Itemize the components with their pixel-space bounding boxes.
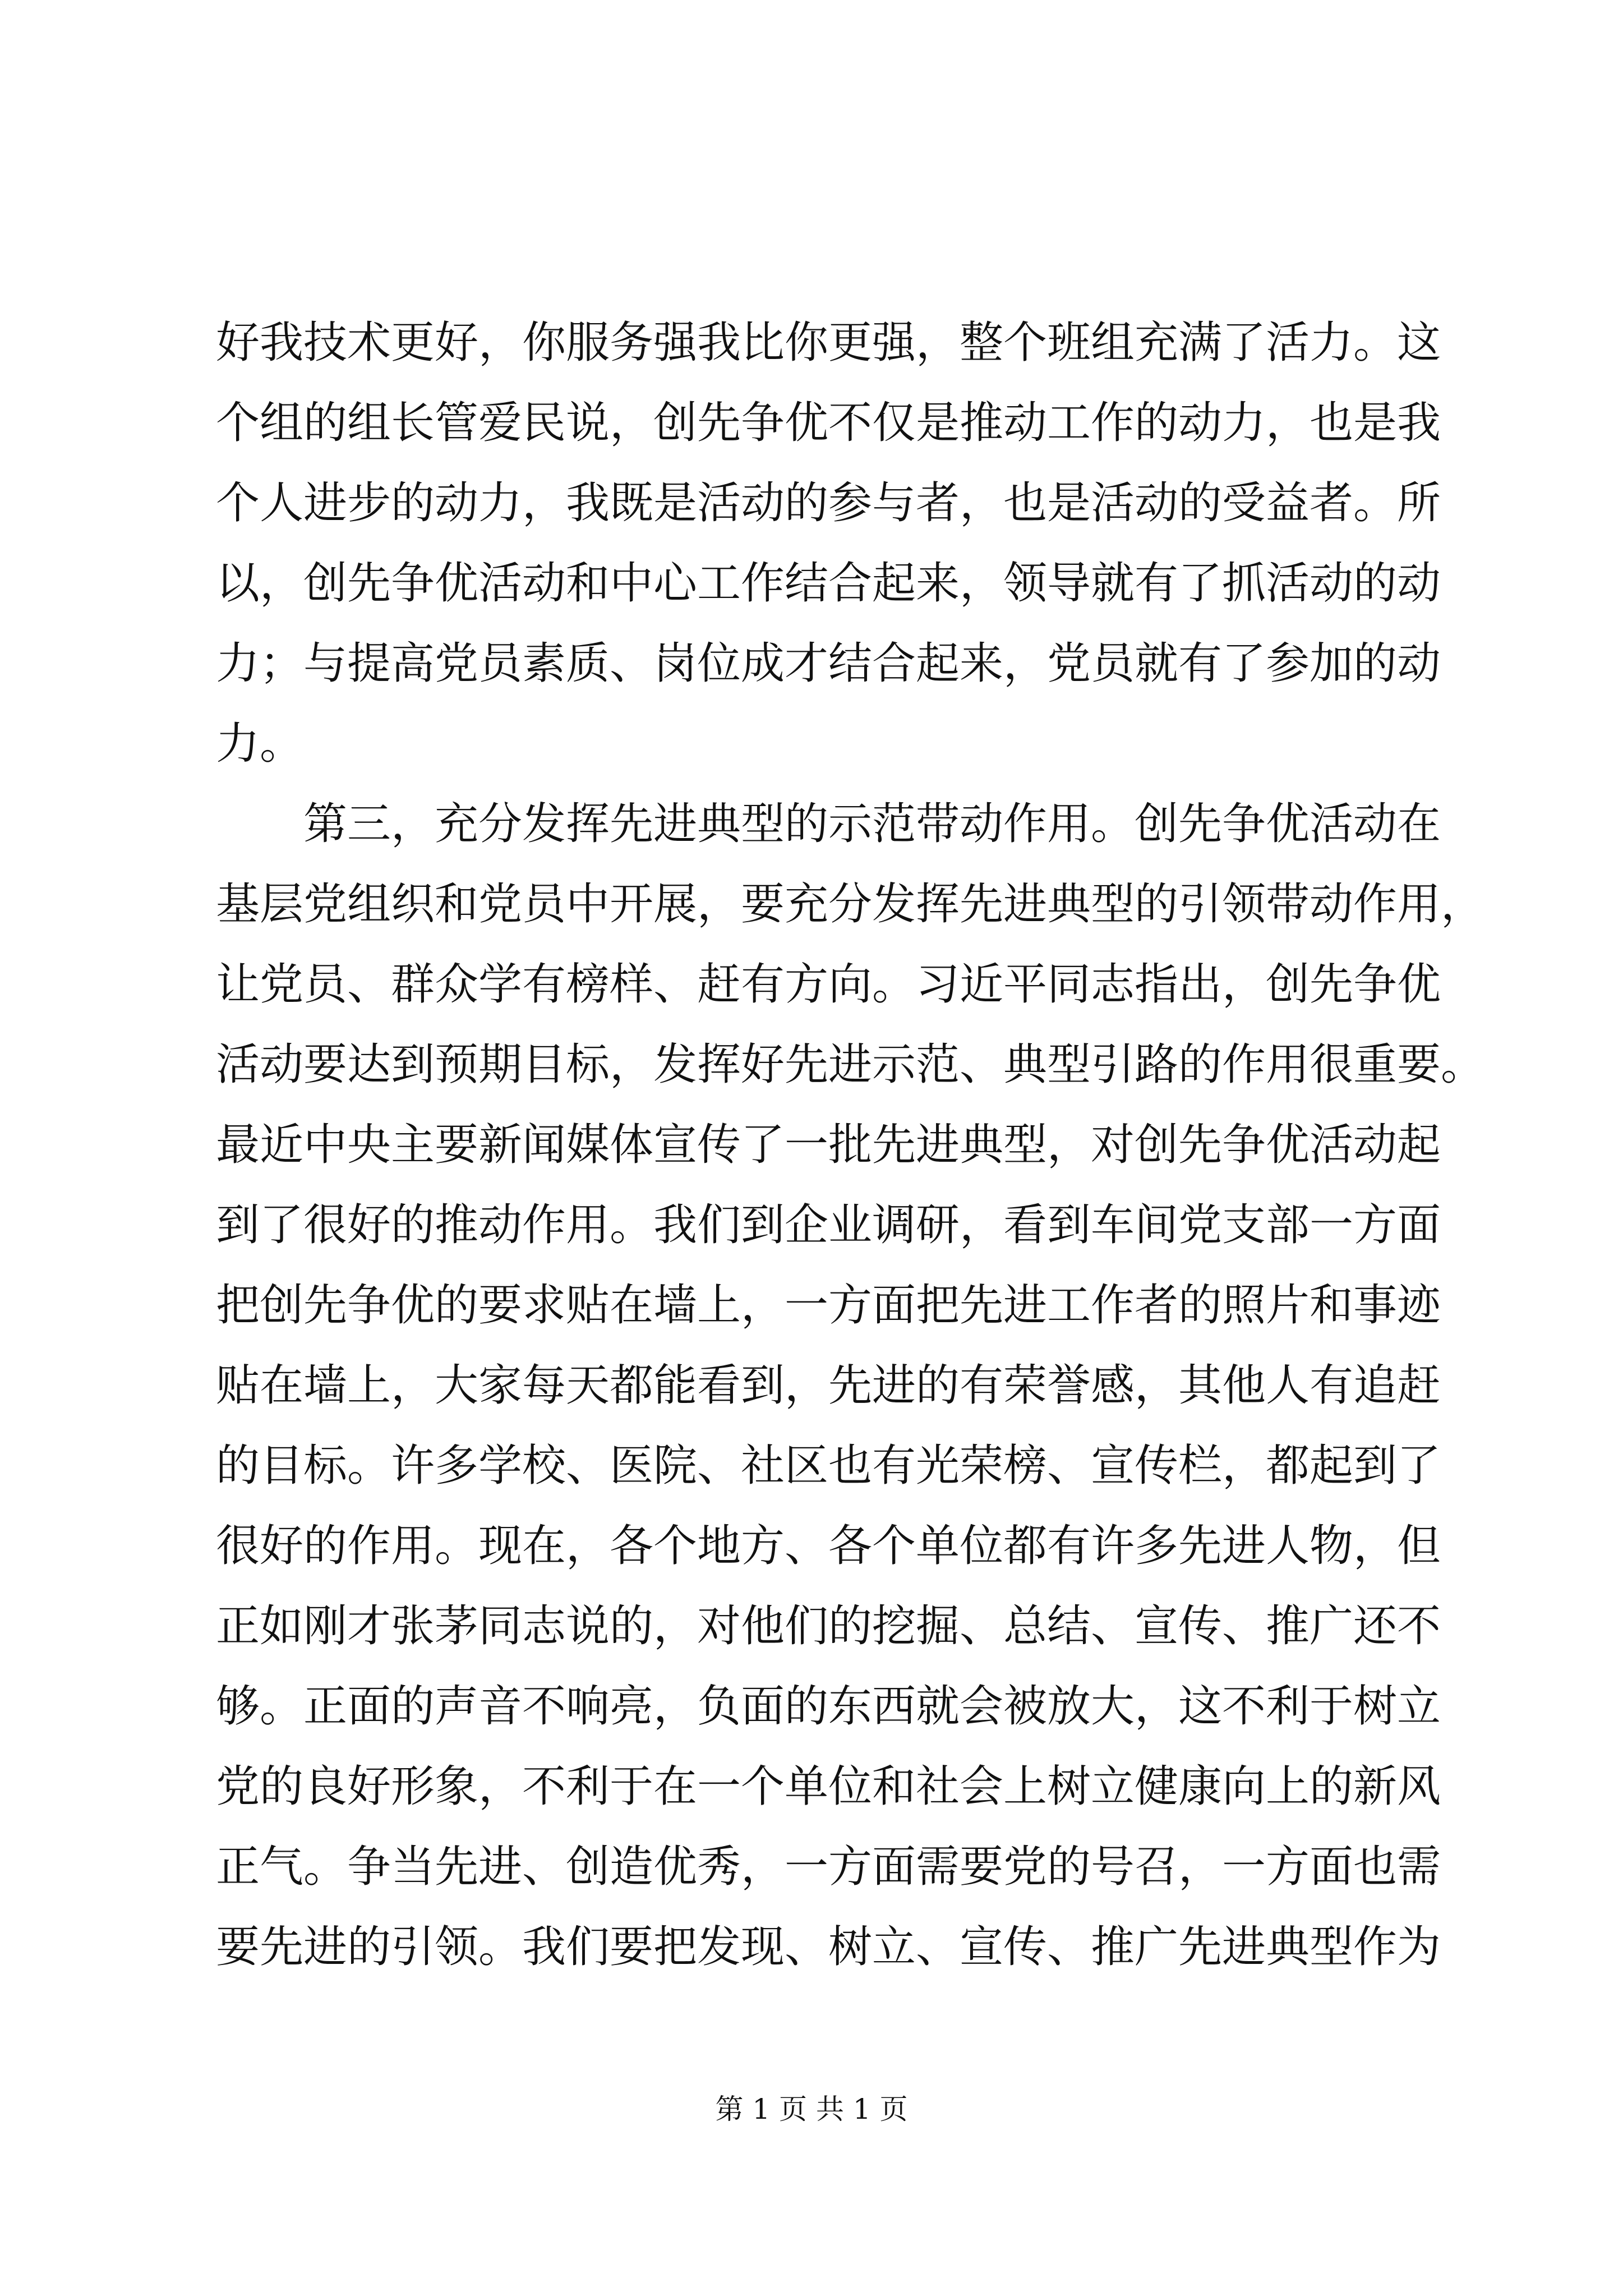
text-line-5: 力；与提高党员素质、岗位成才结合起来，党员就有了参加的动 — [216, 638, 1441, 689]
text-line-21: 要先进的引领。我们要把发现、树立、宣传、推广先进典型作为 — [216, 1922, 1441, 1972]
text-line-3: 个人进步的动力，我既是活动的参与者，也是活动的受益者。所 — [216, 478, 1441, 528]
page-number: 第 1 页 共 1 页 — [715, 2093, 908, 2125]
text-line-19: 党的良好形象，不利于在一个单位和社会上树立健康向上的新风 — [216, 1761, 1441, 1812]
text-line-4: 以，创先争优活动和中心工作结合起来，领导就有了抓活动的动 — [216, 558, 1441, 609]
text-line-13: 把创先争优的要求贴在墙上，一方面把先进工作者的照片和事迹 — [216, 1280, 1441, 1331]
text-line-17: 正如刚才张茅同志说的，对他们的挖掘、总结、宣传、推广还不 — [216, 1601, 1441, 1651]
text-line-18: 够。正面的声音不响亮，负面的东西就会被放大，这不利于树立 — [216, 1681, 1441, 1732]
text-line-15: 的目标。许多学校、医院、社区也有光荣榜、宣传栏，都起到了 — [216, 1441, 1441, 1491]
text-line-10: 活动要达到预期目标，发挥好先进示范、典型引路的作用很重要。 — [216, 1039, 1485, 1090]
page-footer — [0, 2092, 1623, 2126]
text-line-12: 到了很好的推动作用。我们到企业调研，看到车间党支部一方面 — [216, 1200, 1441, 1250]
text-line-9: 让党员、群众学有榜样、赶有方向。习近平同志指出，创先争优 — [216, 959, 1441, 1010]
text-line-2: 个组的组长管爱民说，创先争优不仅是推动工作的动力，也是我 — [216, 398, 1441, 448]
text-line-11: 最近中央主要新闻媒体宣传了一批先进典型，对创先争优活动起 — [216, 1120, 1441, 1170]
text-line-1: 好我技术更好，你服务强我比你更强，整个班组充满了活力。这 — [216, 318, 1441, 368]
text-line-8: 基层党组织和党员中开展，要充分发挥先进典型的引领带动作用， — [216, 879, 1485, 930]
body-text — [216, 303, 1485, 1987]
text-line-20: 正气。争当先进、创造优秀，一方面需要党的号召，一方面也需 — [216, 1842, 1441, 1892]
text-line-16: 很好的作用。现在，各个地方、各个单位都有许多先进人物，但 — [216, 1521, 1441, 1571]
text-line-6: 力。 — [216, 719, 304, 769]
text-line-14: 贴在墙上，大家每天都能看到，先进的有荣誉感，其他人有追赶 — [216, 1360, 1441, 1411]
text-line-7: 第三，充分发挥先进典型的示范带动作用。创先争优活动在 — [216, 799, 1441, 849]
